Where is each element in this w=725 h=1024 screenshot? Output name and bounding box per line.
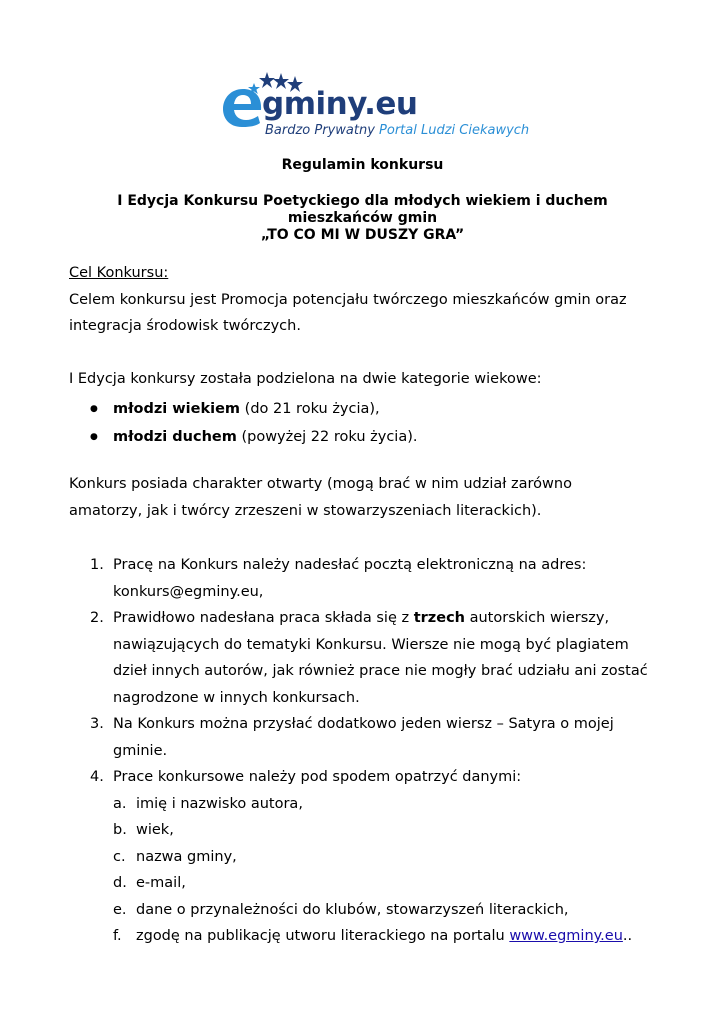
- goal-heading: Cel Konkursu:: [69, 265, 169, 281]
- rule-item: 1. Pracę na Konkurs należy nadesłać pocztą elektroniczną na adres: konkurs@egminy.eu,: [90, 557, 587, 600]
- portal-link[interactable]: www.egminy.eu: [509, 928, 623, 944]
- list-item: ● młodzi duchem (powyżej 22 roku życia).: [88, 423, 648, 451]
- subtitle-line: I Edycja Konkursu Poetyckiego dla młodych wiekiem i duchem: [117, 193, 608, 209]
- goal-text: Celem konkursu jest Promocja potencjału twórczego mieszkańców gmin oraz: [69, 291, 627, 308]
- open-section: [69, 471, 669, 524]
- list-item: d. e-mail,: [113, 875, 186, 891]
- rule-item: 3. Na Konkurs można przysłać dodatkowo jeden wiersz – Satyra o mojej gminie.: [90, 716, 614, 759]
- logo-tagline: Bardzo Prywatny Portal Ludzi Ciekawych: [265, 123, 530, 138]
- list-item: b. wiek,: [113, 822, 174, 838]
- document-title: Regulamin konkursu: [281, 157, 444, 173]
- logo-wordmark: gminy.eu: [262, 86, 418, 122]
- list-item: ● młodzi wiekiem (do 21 roku życia),: [88, 395, 648, 423]
- list-item: c. nazwa gminy,: [113, 848, 237, 865]
- document-subtitle: [80, 193, 645, 244]
- goal-text: integracja środowisk twórczych.: [69, 318, 301, 334]
- rule-item: 2. Prawidłowo nadesłana praca składa się z trzech autorskich wierszy, nawiązujących do tematyki Konkursu. Wiersze nie mogą być plagiatem dzieł innych autorów, jak również prace nie mogły brać udziału ani zostać nagrodzone w innych konkursach.: [90, 610, 648, 706]
- goal-section: [69, 260, 669, 340]
- list-item: e. dane o przynależności do klubów, stowarzyszeń literackich,: [113, 901, 569, 918]
- egminy-logo: [222, 70, 530, 142]
- rules-list: [90, 552, 680, 950]
- open-text: Konkurs posiada charakter otwarty (mogą brać w nim udział zarówno: [69, 476, 572, 492]
- categories-list: [88, 395, 648, 451]
- logo-e-icon: [223, 89, 261, 127]
- list-item: a. imię i nazwisko autora,: [113, 795, 303, 812]
- subtitle-line: „TO CO MI W DUSZY GRA”: [260, 227, 465, 243]
- open-text: amatorzy, jak i twórcy zrzeszeni w stowarzyszeniach literackich).: [69, 502, 542, 519]
- required-data-list: [113, 791, 680, 950]
- list-item: f. zgodę na publikację utworu literackiego na portalu www.egminy.eu..: [113, 928, 633, 944]
- categories-intro: I Edycja konkursy została podzielona na dwie kategorie wiekowe:: [69, 371, 542, 387]
- rule-item: 4. Prace konkursowe należy pod spodem opatrzyć danymi: a. imię i nazwisko autora, b. wiek, c. nazwa gminy, d. e-mail, e. dane o przynależności do klubów, stowarzyszeń literackich, f. zgodę na publikację utworu literackiego na portalu www.egminy.eu..: [90, 764, 680, 950]
- subtitle-line: mieszkańców gmin: [287, 210, 438, 226]
